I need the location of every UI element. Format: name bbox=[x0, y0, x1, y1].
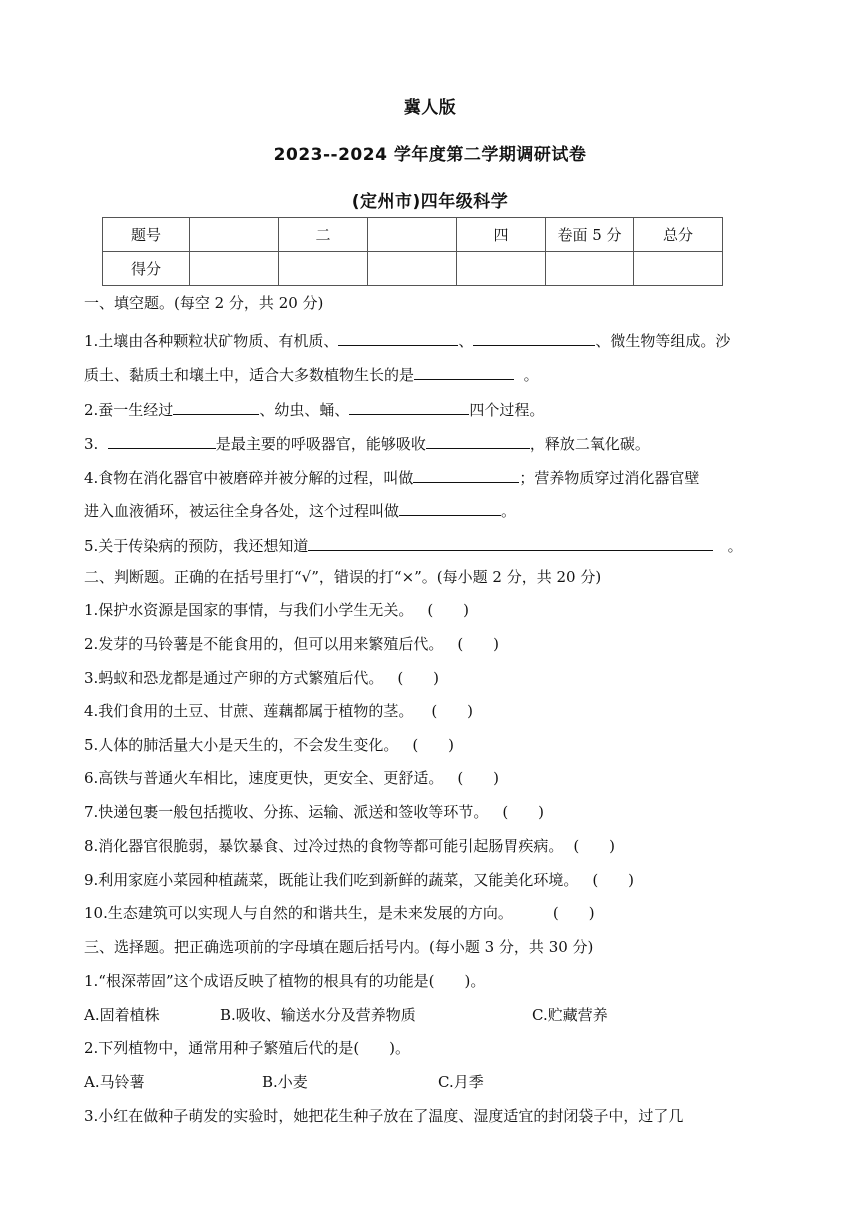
choice-question-3: 3.小红在做种子萌发的实验时，她把花生种子放在了温度、湿度适宜的封闭袋子中，过了几 bbox=[84, 1107, 684, 1125]
judge-question bbox=[84, 801, 544, 822]
score-cell: 卷面 5 分 bbox=[546, 218, 634, 252]
answer-parentheses[interactable]: ( ) bbox=[573, 837, 616, 855]
answer-parentheses[interactable]: ( ) bbox=[427, 601, 470, 619]
score-cell: 二 bbox=[279, 218, 368, 252]
answer-parentheses[interactable]: ( ) bbox=[457, 769, 500, 787]
score-input-cell[interactable] bbox=[634, 252, 723, 286]
question-text: 5.人体的肺活量大小是天生的，不会发生变化。 bbox=[84, 736, 399, 754]
question-text: 9.利用家庭小菜园种植蔬菜，既能让我们吃到新鲜的蔬菜，又能美化环境。 bbox=[84, 871, 579, 889]
score-input-cell[interactable] bbox=[190, 252, 279, 286]
score-input-cell[interactable] bbox=[279, 252, 368, 286]
option-b[interactable]: B.吸收、输送水分及营养物质 bbox=[220, 1006, 416, 1024]
question-text: 4.我们食用的土豆、甘蔗、莲藕都属于植物的茎。 bbox=[84, 702, 414, 720]
score-cell: 题号 bbox=[103, 218, 190, 252]
question-text: ，释放二氧化碳。 bbox=[529, 435, 650, 453]
answer-blank[interactable] bbox=[349, 397, 469, 415]
score-input-cell[interactable] bbox=[546, 252, 634, 286]
choice-question-1: 1.“根深蒂固”这个成语反映了植物的根具有的功能是( )。 bbox=[84, 972, 486, 990]
question-text: 。 bbox=[501, 502, 517, 520]
question-text: 、微生物等组成。沙 bbox=[595, 332, 731, 350]
question-text: 进入血液循环，被运往全身各处，这个过程叫做 bbox=[84, 502, 400, 520]
answer-blank[interactable] bbox=[414, 362, 514, 380]
section2-heading: 二、判断题。正确的在括号里打“√”，错误的打“×”。(每小题 2 分，共 20 分) bbox=[84, 568, 602, 586]
judge-question bbox=[84, 633, 499, 654]
option-b[interactable]: B.小麦 bbox=[262, 1073, 308, 1091]
choice-question-2: 2.下列植物中，通常用种子繁殖后代的是( )。 bbox=[84, 1039, 411, 1057]
option-a[interactable]: A.马铃薯 bbox=[84, 1073, 145, 1091]
score-cell: 得分 bbox=[103, 252, 190, 286]
option-c[interactable]: C.月季 bbox=[438, 1073, 484, 1091]
score-table-score-row bbox=[103, 252, 723, 286]
judge-question bbox=[84, 869, 634, 890]
publisher-title: 冀人版 bbox=[403, 98, 457, 118]
question-text: 是最主要的呼吸器官，能够吸收 bbox=[215, 435, 426, 453]
answer-blank[interactable] bbox=[413, 465, 519, 483]
judge-question bbox=[84, 835, 615, 856]
judge-question bbox=[84, 734, 454, 755]
fill-question-4-line2 bbox=[84, 498, 516, 521]
section1-heading: 一、填空题。(每空 2 分，共 20 分) bbox=[84, 294, 324, 312]
choice-question-1-options bbox=[84, 1004, 608, 1025]
answer-blank[interactable] bbox=[473, 328, 595, 346]
section3-heading: 三、选择题。把正确选项前的字母填在题后括号内。(每小题 3 分，共 30 分) bbox=[84, 938, 594, 956]
fill-question-2 bbox=[84, 397, 544, 420]
question-text: 质土、黏质土和壤土中，适合大多数植物生长的是 bbox=[84, 366, 415, 384]
question-text: 。 bbox=[523, 366, 539, 384]
question-text: 2.蚕一生经过 bbox=[84, 401, 174, 419]
question-text: ；营养物质穿过消化器官壁 bbox=[519, 469, 700, 487]
answer-parentheses[interactable]: ( ) bbox=[592, 871, 635, 889]
question-text: 、 bbox=[458, 332, 474, 350]
question-text: 3.蚂蚁和恐龙都是通过产卵的方式繁殖后代。 bbox=[84, 669, 384, 687]
question-text: 3. bbox=[84, 435, 99, 453]
choice-question-2-options bbox=[84, 1071, 484, 1092]
score-input-cell[interactable] bbox=[368, 252, 457, 286]
question-text: 5.关于传染病的预防，我还想知道 bbox=[84, 537, 309, 555]
question-text: 8.消化器官很脆弱，暴饮暴食、过冷过热的食物等都可能引起肠胃疾病。 bbox=[84, 837, 564, 855]
question-text: 、幼虫、蛹、 bbox=[259, 401, 350, 419]
answer-parentheses[interactable]: ( ) bbox=[412, 736, 455, 754]
fill-question-3 bbox=[84, 431, 650, 454]
exam-title: 2023--2024 学年度第二学期调研试卷 bbox=[273, 145, 587, 165]
judge-question bbox=[84, 667, 439, 688]
fill-question-1-line2 bbox=[84, 362, 539, 385]
judge-question bbox=[84, 767, 499, 788]
question-text: 10.生态建筑可以实现人与自然的和谐共生，是未来发展的方向。 bbox=[84, 904, 513, 922]
judge-question bbox=[84, 902, 595, 923]
question-text: 2.发芽的马铃薯是不能食用的，但可以用来繁殖后代。 bbox=[84, 635, 444, 653]
exam-subtitle: (定州市)四年级科学 bbox=[351, 192, 509, 212]
score-cell: 四 bbox=[457, 218, 546, 252]
score-cell bbox=[368, 218, 457, 252]
score-cell bbox=[190, 218, 279, 252]
question-text: 1.土壤由各种颗粒状矿物质、有机质、 bbox=[84, 332, 339, 350]
answer-blank[interactable] bbox=[399, 498, 501, 516]
score-cell: 总分 bbox=[634, 218, 723, 252]
question-text: 6.高铁与普通火车相比，速度更快，更安全、更舒适。 bbox=[84, 769, 444, 787]
score-table-header-row bbox=[103, 218, 723, 252]
answer-parentheses[interactable]: ( ) bbox=[431, 702, 474, 720]
answer-blank[interactable] bbox=[108, 431, 216, 449]
judge-question bbox=[84, 599, 469, 620]
question-text: 1.保护水资源是国家的事情，与我们小学生无关。 bbox=[84, 601, 414, 619]
option-c[interactable]: C.贮藏营养 bbox=[532, 1006, 608, 1024]
question-text: 7.快递包裹一般包括揽收、分拣、运输、派送和签收等环节。 bbox=[84, 803, 489, 821]
score-table bbox=[102, 217, 723, 286]
question-text: 四个过程。 bbox=[469, 401, 545, 419]
fill-question-5 bbox=[84, 533, 743, 556]
judge-question bbox=[84, 700, 473, 721]
question-text: 4.食物在消化器官中被磨碎并被分解的过程，叫做 bbox=[84, 469, 414, 487]
answer-parentheses[interactable]: ( ) bbox=[502, 803, 545, 821]
answer-blank[interactable] bbox=[173, 397, 259, 415]
answer-blank[interactable] bbox=[426, 431, 530, 449]
answer-parentheses[interactable]: ( ) bbox=[457, 635, 500, 653]
score-input-cell[interactable] bbox=[457, 252, 546, 286]
option-a[interactable]: A.固着植株 bbox=[84, 1006, 160, 1024]
answer-parentheses[interactable]: ( ) bbox=[552, 904, 595, 922]
fill-question-1-line1 bbox=[84, 328, 730, 351]
answer-blank[interactable] bbox=[308, 533, 713, 551]
question-text: 。 bbox=[727, 537, 743, 555]
answer-blank[interactable] bbox=[338, 328, 458, 346]
answer-parentheses[interactable]: ( ) bbox=[397, 669, 440, 687]
fill-question-4-line1 bbox=[84, 465, 699, 488]
